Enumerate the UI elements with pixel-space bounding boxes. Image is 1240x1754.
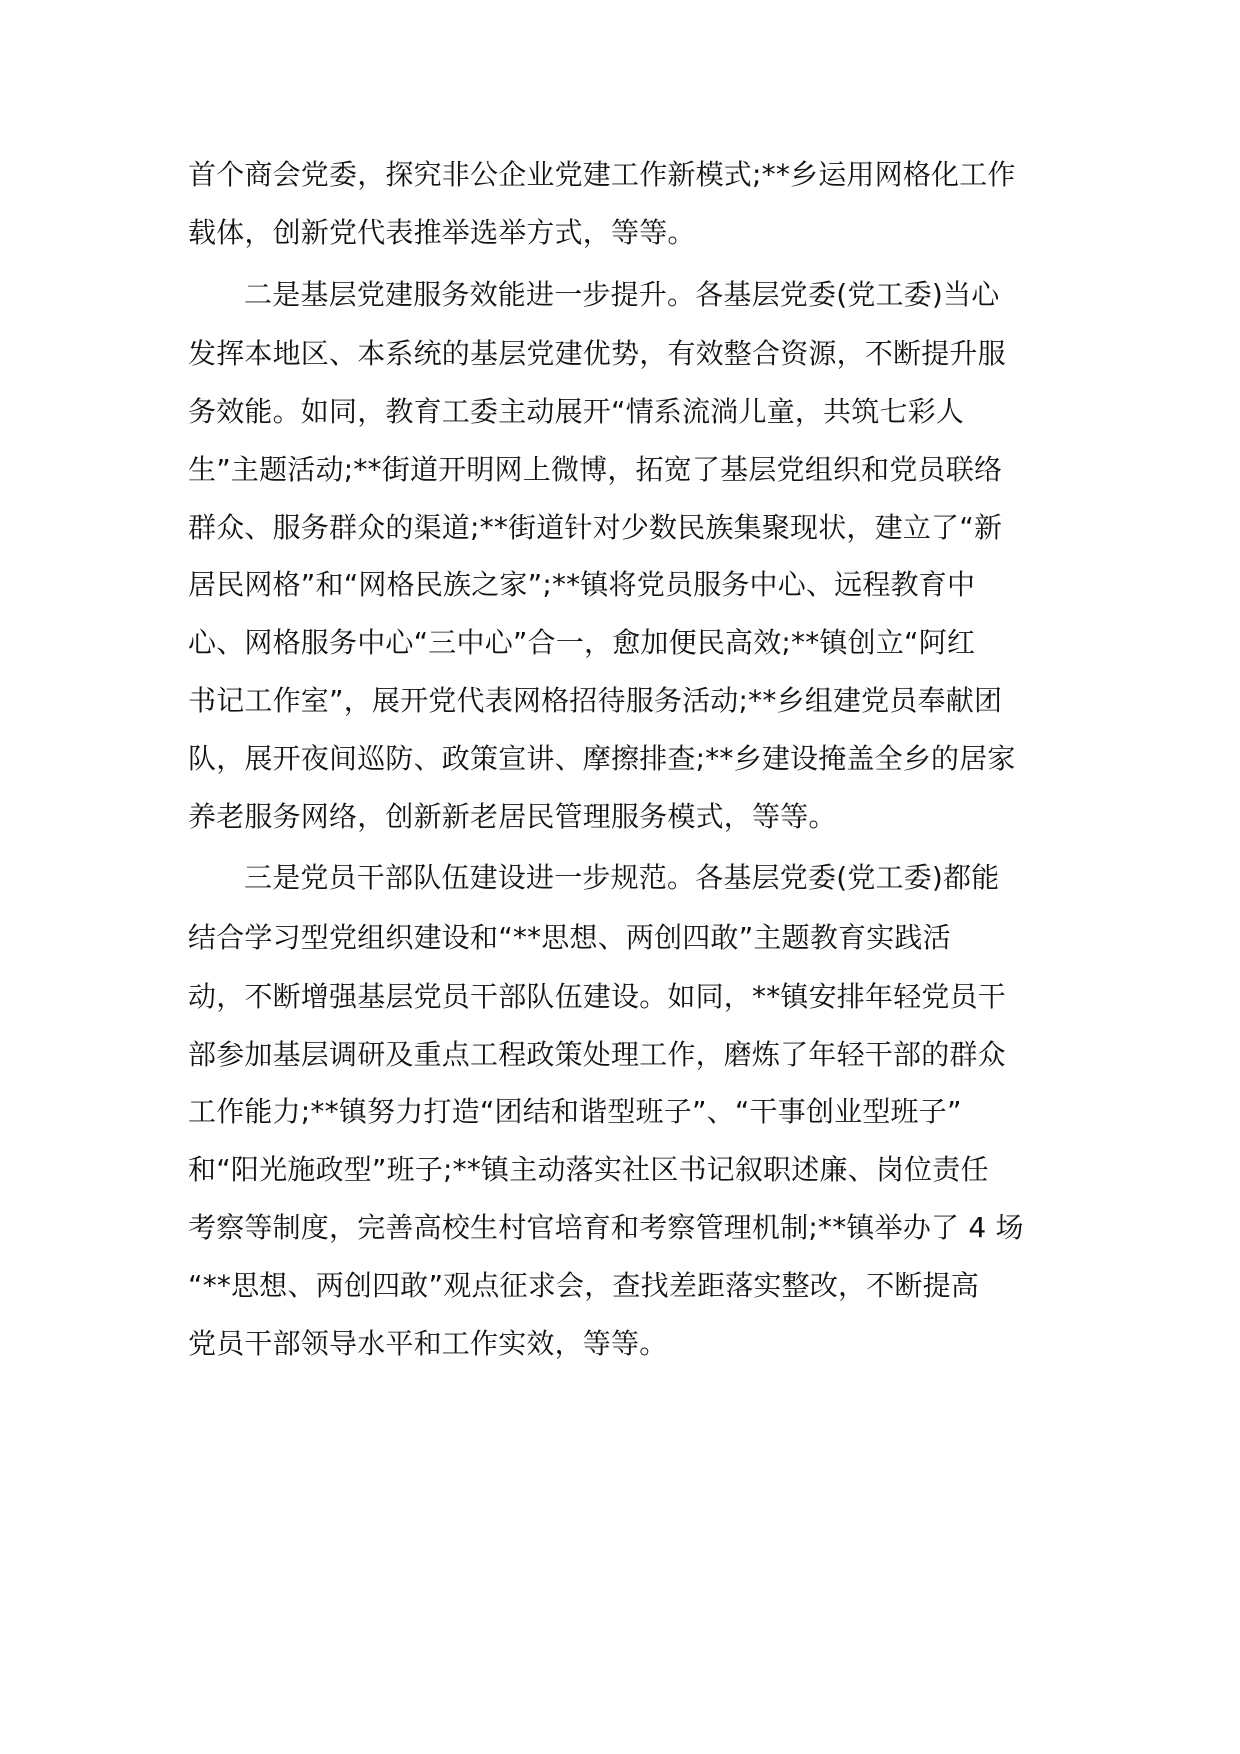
text-line: 养老服务网络，创新新老居民管理服务模式，等等。 (188, 800, 837, 833)
paragraph-first-line: 三是党员干部队伍建设进一步规范。各基层党委(党工委)都能 (244, 861, 1000, 894)
text-line: 生”主题活动;**街道开明网上微博，拓宽了基层党组织和党员联络 (188, 453, 1003, 486)
paragraph-first-line: 二是基层党建服务效能进一步提升。各基层党委(党工委)当心 (244, 278, 1000, 311)
text-line: “**思想、两创四敢”观点征求会，查找差距落实整改，不断提高 (188, 1269, 980, 1302)
text-line: 队，展开夜间巡防、政策宣讲、摩擦排查;**乡建设掩盖全乡的居家 (188, 742, 1016, 775)
text-line: 党员干部领导水平和工作实效，等等。 (188, 1327, 668, 1360)
text-line: 结合学习型党组织建设和“**思想、两创四敢”主题教育实践活 (188, 921, 951, 954)
text-line: 部参加基层调研及重点工程政策处理工作，磨炼了年轻干部的群众 (188, 1038, 1006, 1071)
text-line: 发挥本地区、本系统的基层党建优势，有效整合资源，不断提升服 (188, 337, 1006, 370)
text-line: 和“阳光施政型”班子;**镇主动落实社区书记叙职述廉、岗位责任 (188, 1153, 989, 1186)
text-line: 载体，创新党代表推举选举方式，等等。 (188, 216, 696, 249)
text-line: 工作能力;**镇努力打造“团结和谐型班子”、“干事创业型班子” (188, 1095, 962, 1128)
text-line: 群众、服务群众的渠道;**街道针对少数民族集聚现状，建立了“新 (188, 511, 1003, 544)
text-line: 首个商会党委，探究非公企业党建工作新模式;**乡运用网格化工作 (188, 158, 1016, 191)
text-line: 考察等制度，完善高校生村官培育和考察管理机制;**镇举办了 4 场 (188, 1211, 1024, 1244)
text-line: 务效能。如同，教育工委主动展开“情系流淌儿童，共筑七彩人 (188, 395, 965, 428)
text-line: 居民网格”和“网格民族之家”;**镇将党员服务中心、远程教育中 (188, 568, 976, 601)
text-line: 书记工作室”，展开党代表网格招待服务活动;**乡组建党员奉献团 (188, 684, 1003, 717)
text-line: 动，不断增强基层党员干部队伍建设。如同，**镇安排年轻党员干 (188, 980, 1007, 1013)
text-line: 心、网格服务中心“三中心”合一，愈加便民高效;**镇创立“阿红 (188, 626, 976, 659)
